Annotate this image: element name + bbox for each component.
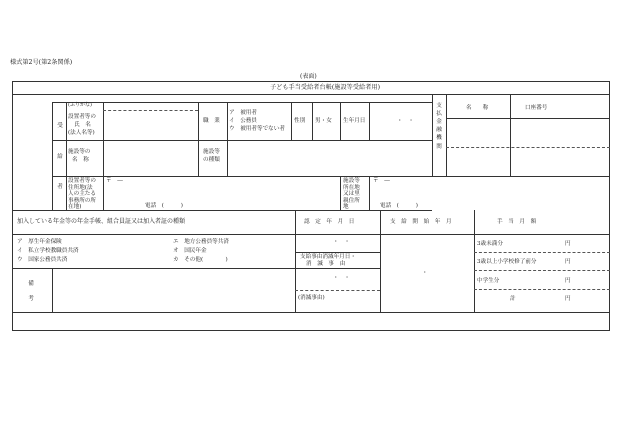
pension-option-o: オ 国民年金 (173, 248, 207, 254)
birth-mid-line (369, 102, 370, 140)
recipient-char-1: 受 (57, 123, 63, 129)
sex-left-line (291, 102, 292, 140)
amount-under3-yen: 円 (565, 241, 571, 247)
remarks-bottom-line (12, 312, 610, 313)
facility-address-2: 所在地 (343, 184, 360, 191)
guardian-postal-mark: 〒 ― (106, 178, 123, 184)
pension-option-i: イ 私立学校教職員共済 (17, 248, 79, 254)
amount-preschool: 3歳以上小学校修了前分 (477, 259, 537, 265)
facility-phone: 電話 ( ) (380, 203, 418, 209)
remarks-col-line (52, 268, 53, 312)
facility-address-5: 地 (343, 204, 349, 210)
facility-address-4: 親住所 (343, 197, 360, 204)
bank-dashed-line (446, 147, 610, 148)
allowance-left-line (474, 210, 475, 312)
amount-total-yen: 円 (565, 296, 571, 302)
occupation-label: 職 業 (203, 118, 220, 124)
amount-middle-school-yen: 円 (565, 278, 571, 284)
recipient-top-line (52, 102, 432, 103)
occupation-option-i: イ 公務員 (229, 118, 257, 124)
amount-line-1 (474, 252, 610, 253)
amount-middle-school: 中学生分 (477, 278, 500, 284)
pension-option-a: ア 厚生年金保険 (17, 239, 62, 245)
facility-postal-mark: 〒 ― (373, 178, 390, 184)
bank-header-line (446, 118, 610, 119)
bank-name-header: 名 称 (466, 105, 489, 111)
bank-account-header: 口座番号 (525, 105, 548, 111)
guardian-address-3: 人の主たる (68, 191, 96, 197)
termination-label-2: 消 滅 事 由 (306, 261, 346, 267)
birth-date-dots: ・ ・ (397, 118, 414, 124)
guardian-address-5: 在地) (68, 204, 82, 210)
side-label: (表面) (300, 73, 317, 80)
recipient-char-2: 給 (57, 154, 63, 160)
pension-option-u: ウ 国家公務員共済 (17, 257, 68, 263)
recognition-date-header: 認 定 年 月 日 (304, 219, 355, 225)
pension-header: 加入している年金等の年金手帳、組合員証又は加入者証の種類 (17, 218, 186, 225)
payment-start-dot: ・ (422, 270, 428, 276)
occupation-option-a: ア 被用者 (229, 110, 257, 116)
row2-bottom-line (52, 176, 432, 177)
termination-label-bottom-line (295, 268, 380, 269)
bank-label-right-line (446, 94, 447, 176)
furigana-line (103, 110, 198, 111)
sex-label: 性別 (294, 118, 306, 124)
facility-address-1: 施設等 (343, 178, 360, 184)
amount-line-3 (474, 289, 610, 290)
sex-value: 男・女 (315, 118, 332, 124)
facility-type-left-line (198, 140, 199, 176)
bank-label: 支払金融機関 (436, 103, 442, 150)
birth-left-line (340, 102, 341, 140)
label-col-line (66, 102, 67, 210)
facility-address-left-line (340, 176, 341, 210)
remarks-char-1: 備 (28, 281, 34, 287)
facility-type-mid-line (227, 140, 228, 176)
termination-reason: (消滅事由) (298, 295, 325, 301)
pension-header-bottom-line (12, 234, 610, 235)
recognition-left-line (295, 210, 296, 312)
guardian-name-2: 氏 名 (74, 122, 91, 128)
bank-name-right-line (510, 94, 511, 176)
pension-option-ka: カ その他( ) (173, 257, 228, 263)
payment-start-header: 支 給 開 始 年 月 (390, 219, 452, 225)
title-line (12, 94, 610, 95)
guardian-name-3: (法人名等) (68, 130, 95, 136)
furigana-label: (ふりがな) (68, 102, 92, 108)
remarks-char-2: 考 (28, 296, 34, 302)
occupation-option-u: ウ 被用者等でない者 (229, 126, 285, 132)
content-col-line (103, 102, 104, 210)
occupation-mid-line (227, 102, 228, 140)
facility-address-mid-line (369, 176, 370, 210)
guardian-name-1: 設置者等の (68, 114, 96, 120)
amount-line-2 (474, 270, 610, 271)
termination-label-1: 支給事由消滅年月日・ (300, 254, 356, 260)
facility-address-3: 又は里 (343, 191, 360, 197)
amount-total: 計 (510, 296, 516, 302)
guardian-address-4: 事務所の所 (68, 197, 96, 204)
birth-label: 生年月日 (343, 118, 366, 124)
recognition-date-dots: ・ ・ (333, 239, 350, 245)
amount-under3: 3歳未満分 (477, 241, 503, 247)
recipient-char-3: 者 (57, 184, 63, 190)
pension-bottom-line (12, 268, 295, 269)
facility-name-2: 名 称 (72, 157, 89, 163)
guardian-address-2: 住所地(法 (68, 184, 93, 191)
bank-bottom-line (432, 176, 610, 177)
facility-type-2: の種類 (203, 157, 220, 163)
occupation-left-line (198, 102, 199, 140)
termination-date-dots: ・ ・ (333, 275, 350, 281)
form-title: 子ども手当受給者台帳(施設等受給者用) (270, 84, 381, 91)
termination-dashed-line (295, 290, 380, 291)
sex-mid-line (312, 102, 313, 140)
bank-left-line (432, 94, 433, 176)
facility-name-1: 施設等の (68, 149, 91, 155)
amount-preschool-yen: 円 (565, 259, 571, 265)
recognition-bottom-line (295, 252, 380, 253)
facility-type-1: 施設等 (203, 149, 220, 155)
recipient-col-line (52, 102, 53, 210)
row1-bottom-line (52, 140, 432, 141)
guardian-phone: 電話 ( ) (145, 203, 183, 209)
guardian-address-1: 設置者等の (68, 178, 96, 184)
payment-start-left-line (380, 210, 381, 312)
form-number: 様式第2号(第2条関係) (10, 59, 73, 66)
pension-option-e: エ 地方公務員等共済 (173, 239, 229, 245)
allowance-amount-header: 手 当 月 額 (497, 219, 537, 225)
